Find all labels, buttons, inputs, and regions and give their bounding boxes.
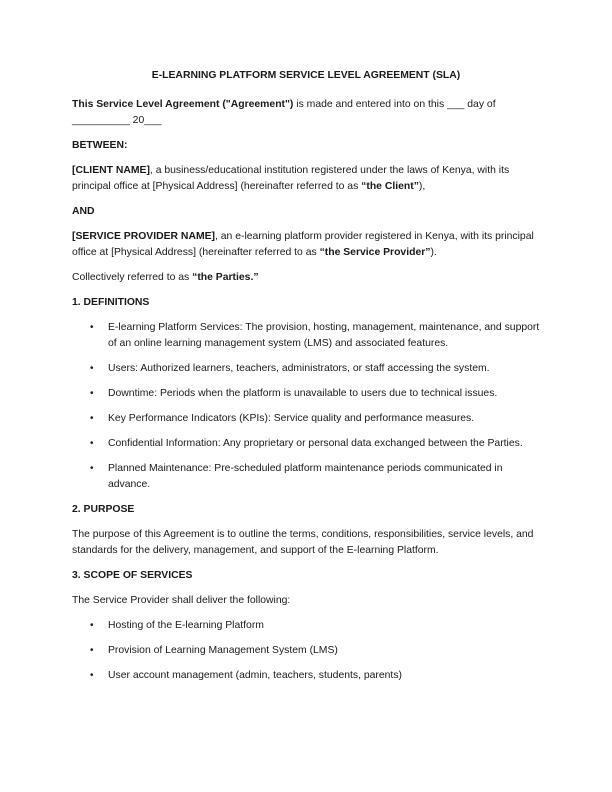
provider-paragraph (72, 229, 540, 261)
intro-paragraph (72, 97, 540, 129)
list-item: • Confidential Information: Any proprietary or personal data exchanged between the Parties. (72, 436, 540, 452)
purpose-text: The purpose of this Agreement is to outline the terms, conditions, responsibilities, service levels, and standards for the delivery, management, and support of the E-learning Platform. (72, 529, 534, 556)
scope-intro: The Service Provider shall deliver the following: (72, 595, 291, 606)
provider-name: [SERVICE PROVIDER NAME] (72, 231, 215, 242)
intro-bold: This Service Level Agreement ("Agreement") (72, 99, 294, 110)
collective-bold: “the Parties.” (192, 272, 259, 283)
provider-text: , an e-learning platform provider registered in Kenya, with its principal office at [Physical Address] (hereinafter referred to as (72, 231, 534, 258)
list-item: • Provision of Learning Management System (LMS) (72, 643, 540, 659)
list-item: • Planned Maintenance: Pre-scheduled platform maintenance periods communicated in advance. (72, 461, 540, 493)
client-text: , a business/educational institution registered under the laws of Kenya, with its principal office at [Physical Address] (hereinafter referred to as (72, 165, 510, 192)
collective-paragraph (72, 270, 540, 286)
definitions-heading: 1. DEFINITIONS (72, 297, 150, 308)
scope-list (72, 618, 540, 684)
client-end: ), (418, 181, 426, 192)
scope-heading: 3. SCOPE OF SERVICES (72, 570, 193, 581)
list-item: • E-learning Platform Services: The provision, hosting, management, maintenance, and support of an online learning management system (LMS) and associated features. (72, 320, 540, 352)
collective-text: Collectively referred to as (72, 272, 193, 283)
and-label: AND (72, 206, 95, 217)
document-body (72, 68, 540, 693)
document-title: E-LEARNING PLATFORM SERVICE LEVEL AGREEMENT (SLA) (151, 70, 461, 81)
list-item: • Key Performance Indicators (KPIs): Service quality and performance measures. (72, 411, 540, 427)
list-item: • Users: Authorized learners, teachers, administrators, or staff accessing the system. (72, 361, 540, 377)
provider-ref: “the Service Provider” (319, 247, 431, 258)
intro-rest: is made and entered into on this ___ day of __________ 20___ (72, 99, 496, 126)
purpose-heading: 2. PURPOSE (72, 504, 135, 515)
client-paragraph (72, 163, 540, 195)
client-name: [CLIENT NAME] (72, 165, 150, 176)
provider-end: ). (430, 247, 437, 258)
definitions-list (72, 320, 540, 493)
list-item: • Hosting of the E-learning Platform (72, 618, 540, 634)
list-item: • User account management (admin, teachers, students, parents) (72, 668, 540, 684)
between-label: BETWEEN: (72, 140, 128, 151)
client-ref: “the Client” (361, 181, 419, 192)
list-item: • Downtime: Periods when the platform is unavailable to users due to technical issues. (72, 386, 540, 402)
